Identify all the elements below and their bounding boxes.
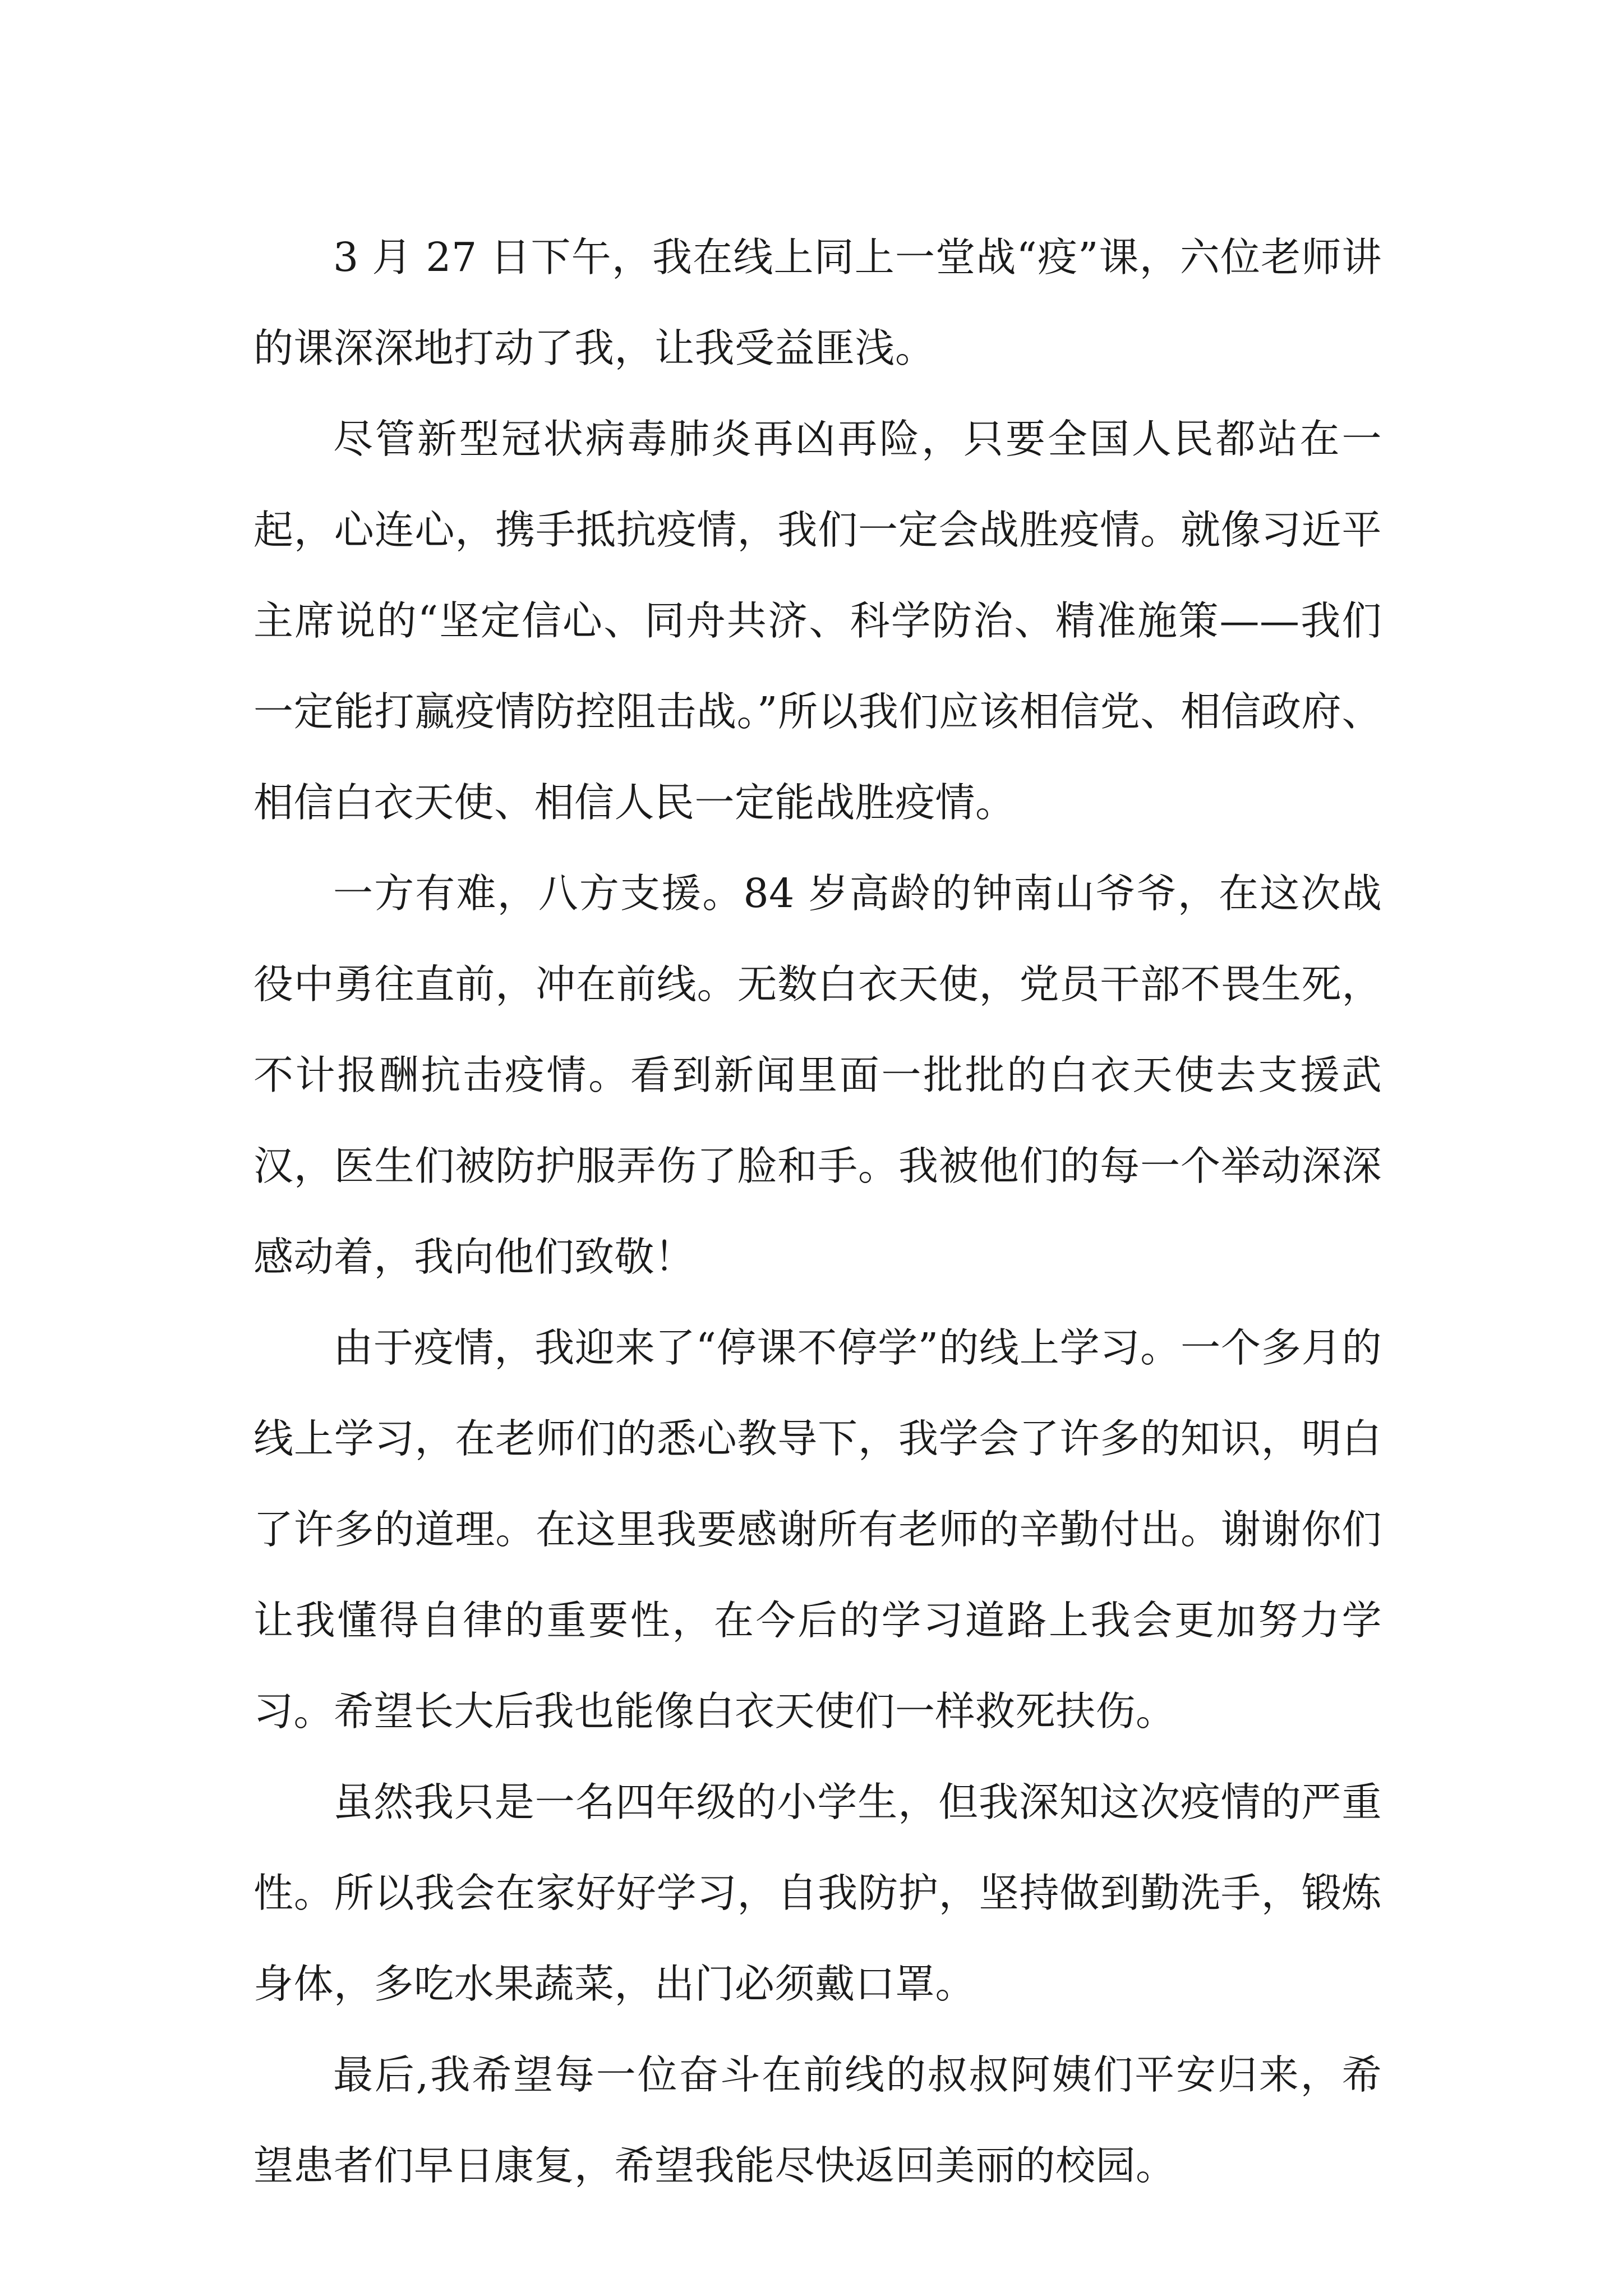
paragraph-3: 一方有难，八方支援。84 岁高龄的钟南山爷爷，在这次战役中勇往直前，冲在前线。无数白衣天使，党员干部不畏生死，不计报酬抗击疫情。看到新闻里面一批批的白衣天使去支援武汉，医生们被防护服弄伤了脸和手。我被他们的每一个举动深深感动着，我向他们致敬！ xyxy=(253,870,1382,1280)
paragraph-2: 尽管新型冠状病毒肺炎再凶再险，只要全国人民都站在一起，心连心，携手抵抗疫情，我们一定会战胜疫情。就像习近平主席说的“坚定信心、同舟共济、科学防治、精准施策——我们一定能打赢疫情防控阻击战。”所以我们应该相信党、相信政府、相信白衣天使、相信人民一定能战胜疫情。 xyxy=(253,416,1382,826)
paragraph-1: 3 月 27 日下午，我在线上同上一堂战“疫”课，六位老师讲的课深深地打动了我，让我受益匪浅。 xyxy=(253,234,1382,371)
document-body xyxy=(253,212,1382,2211)
paragraph-5: 虽然我只是一名四年级的小学生，但我深知这次疫情的严重性。所以我会在家好好学习，自我防护，坚持做到勤洗手，锻炼身体，多吃水果蔬菜，出门必须戴口罩。 xyxy=(253,1779,1382,2007)
paragraph-6: 最后,我希望每一位奋斗在前线的叔叔阿姨们平安归来，希望患者们早日康复，希望我能尽快返回美丽的校园。 xyxy=(253,2051,1382,2189)
paragraph-4: 由于疫情，我迎来了“停课不停学”的线上学习。一个多月的线上学习，在老师们的悉心教导下，我学会了许多的知识，明白了许多的道理。在这里我要感谢所有老师的辛勤付出。谢谢你们让我懂得自律的重要性，在今后的学习道路上我会更加努力学习。希望长大后我也能像白衣天使们一样救死扶伤。 xyxy=(253,1324,1382,1734)
